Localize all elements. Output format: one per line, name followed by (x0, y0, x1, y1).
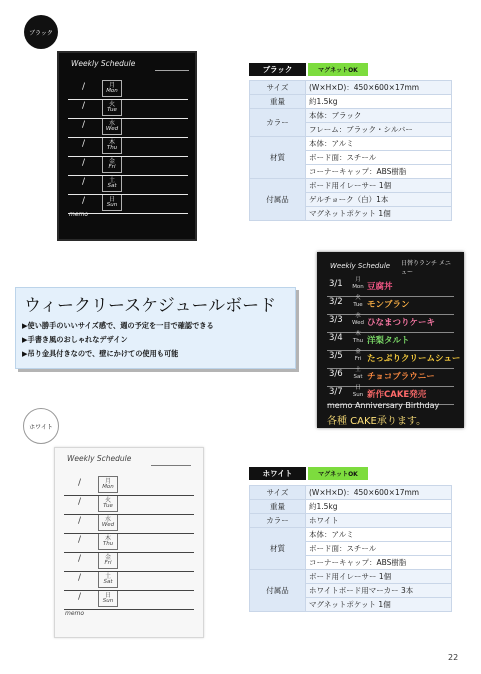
board-title: Weekly Schedule (71, 59, 136, 68)
date-slash: / (82, 177, 86, 187)
photo-date: 3/3 (329, 315, 343, 325)
photo-day: 日 Sun (352, 385, 364, 398)
spec-value: コーナーキャップ：ABS樹脂 (306, 556, 452, 570)
date-slash: / (82, 196, 86, 206)
spec-key: 重量 (250, 500, 306, 514)
day-kanji: 金 (108, 158, 115, 165)
day-english: Mon (106, 88, 118, 94)
date-slash: / (78, 516, 82, 526)
spec-key: 付属品 (250, 179, 306, 221)
spec-value: (W×H×D)：450×600×17mm (306, 81, 452, 95)
spec-value: マグネットポケット 1個 (306, 207, 452, 221)
spec-value: フレーム：ブラック・シルバー (306, 123, 452, 137)
photo-date: 3/2 (329, 297, 343, 307)
feature-bullet: ▶吊り金具付きなので、壁にかけての使用も可能 (22, 349, 179, 358)
board-day-row (64, 589, 194, 610)
spec-value: マグネットポケット 1個 (306, 598, 452, 612)
photo-memo-cake: 各種 CAKE承ります。 (327, 416, 427, 427)
board-day-row (68, 117, 188, 138)
date-slash: / (82, 82, 86, 92)
spec-value: 約1.5kg (306, 95, 452, 109)
white-badge: ホワイト (23, 408, 59, 444)
day-english: Sat (103, 579, 113, 585)
photo-date: 3/4 (329, 333, 343, 343)
board-day-row (64, 570, 194, 591)
photo-menu-item: モンブラン (367, 300, 410, 310)
board-day-row (68, 136, 188, 157)
black-spec-label: ブラック (249, 63, 306, 76)
day-kanji: 火 (108, 101, 115, 108)
photo-menu-item: 豆腐丼 (367, 282, 393, 292)
date-slash: / (78, 497, 82, 507)
magnet-ok-badge: マグネットOK (308, 467, 368, 480)
photo-board-title: Weekly Schedule (330, 262, 391, 270)
white-spec-header (249, 467, 368, 480)
spec-value: ゲルチョーク（白）1本 (306, 193, 452, 207)
day-kanji: 日 (108, 196, 115, 203)
photo-menu-item: たっぷりクリームシュー (367, 354, 461, 364)
white-board-image (54, 447, 204, 638)
board-day-row (68, 79, 188, 100)
spec-value: ホワイト (306, 514, 452, 528)
spec-key: カラー (250, 514, 306, 528)
photo-menu-item: 新作CAKE発売 (367, 390, 427, 400)
spec-value: 本体：ブラック (306, 109, 452, 123)
spec-key: サイズ (250, 81, 306, 95)
date-slash: / (78, 535, 82, 545)
day-kanji: 土 (104, 573, 111, 580)
day-kanji: 日 (104, 592, 111, 599)
spec-value: 約1.5kg (306, 500, 452, 514)
day-english: Fri (104, 560, 112, 566)
spec-value: ボード用イレーサー 1個 (306, 179, 452, 193)
photo-menu-label: 日替りランチ メニュー (401, 260, 451, 276)
day-english: Mon (102, 484, 114, 490)
day-english: Thu (106, 145, 118, 151)
photo-day: 木 Thu (352, 331, 364, 344)
day-kanji: 火 (104, 497, 111, 504)
day-english: Wed (105, 126, 119, 132)
photo-menu-item: ひなまつりケーキ (367, 318, 436, 328)
spec-key: 材質 (250, 528, 306, 570)
day-kanji: 木 (108, 139, 115, 146)
day-kanji: 月 (108, 82, 115, 89)
photo-menu-item: チョコブラウニー (367, 372, 435, 382)
photo-date: 3/1 (329, 279, 343, 289)
black-spec-header (249, 63, 368, 76)
day-kanji: 月 (104, 478, 111, 485)
magnet-ok-badge: マグネットOK (308, 63, 368, 76)
spec-key: カラー (250, 109, 306, 137)
date-slash: / (82, 158, 86, 168)
board-title-line (155, 70, 189, 71)
date-slash: / (78, 573, 82, 583)
board-day-row (64, 532, 194, 553)
spec-value: ホワイトボード用マーカー 3本 (306, 584, 452, 598)
board-day-row (68, 155, 188, 176)
product-title: ウィークリースケジュールボード (24, 296, 277, 316)
photo-day: 金 Fri (354, 349, 362, 362)
spec-value: 本体：アルミ (306, 528, 452, 542)
product-title-box (15, 287, 296, 369)
spec-value: 本体：アルミ (306, 137, 452, 151)
spec-key: サイズ (250, 486, 306, 500)
spec-value: (W×H×D)：450×600×17mm (306, 486, 452, 500)
spec-value: ボード面：スチール (306, 542, 452, 556)
spec-value: コーナーキャップ：ABS樹脂 (306, 165, 452, 179)
board-title: Weekly Schedule (67, 454, 132, 463)
day-kanji: 水 (108, 120, 115, 127)
white-spec-label: ホワイト (249, 467, 306, 480)
photo-day: 土 Sat (353, 367, 363, 380)
date-slash: / (78, 478, 82, 488)
day-english: Tue (103, 503, 113, 509)
spec-key: 付属品 (250, 570, 306, 612)
spec-value: ボード面：スチール (306, 151, 452, 165)
photo-day: 月 Mon (352, 277, 364, 290)
page-number: 22 (448, 653, 459, 662)
day-english: Thu (102, 541, 114, 547)
board-title-line (151, 465, 191, 466)
day-kanji: 水 (104, 516, 111, 523)
board-memo: memo (65, 610, 85, 617)
board-memo: memo (69, 211, 89, 218)
black-board-image (57, 51, 197, 241)
photo-memo-line: memo Anniversary Birthday (327, 401, 440, 410)
day-kanji: 木 (104, 535, 111, 542)
day-kanji: 土 (108, 177, 115, 184)
day-english: Sun (102, 598, 114, 604)
day-kanji: 金 (104, 554, 111, 561)
spec-key: 材質 (250, 137, 306, 179)
day-english: Wed (101, 522, 115, 528)
date-slash: / (82, 101, 86, 111)
date-slash: / (78, 592, 82, 602)
date-slash: / (82, 120, 86, 130)
board-usage-photo (317, 252, 464, 428)
photo-day: 水 Wed (352, 313, 364, 326)
photo-date: 3/7 (329, 387, 343, 397)
photo-menu-item: 洋梨タルト (367, 336, 410, 346)
photo-day: 火 Tue (353, 295, 363, 308)
day-english: Tue (107, 107, 117, 113)
board-day-row (64, 551, 194, 572)
board-day-row (68, 98, 188, 119)
photo-date: 3/5 (329, 351, 343, 361)
date-slash: / (82, 139, 86, 149)
date-slash: / (78, 554, 82, 564)
spec-key: 重量 (250, 95, 306, 109)
day-english: Sun (106, 202, 118, 208)
day-english: Sat (107, 183, 117, 189)
black-spec-table (249, 80, 452, 221)
black-badge: ブラック (24, 15, 58, 49)
board-day-row (68, 174, 188, 195)
board-day-row (64, 475, 194, 496)
day-english: Fri (108, 164, 116, 170)
white-spec-table (249, 485, 452, 612)
photo-date: 3/6 (329, 369, 343, 379)
board-day-row (64, 513, 194, 534)
spec-value: ボード用イレーサー 1個 (306, 570, 452, 584)
board-day-row (64, 494, 194, 515)
feature-bullet: ▶手書き風のおしゃれなデザイン (22, 335, 128, 344)
feature-bullet: ▶使い勝手のいいサイズ感で、週の予定を一目で確認できる (22, 321, 214, 330)
